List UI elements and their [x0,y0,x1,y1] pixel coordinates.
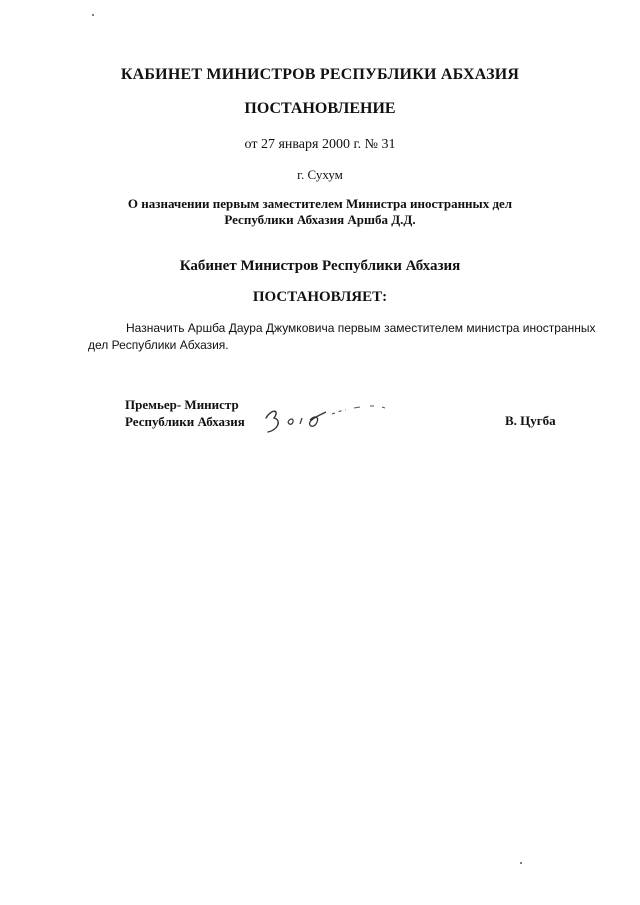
signatory-title-line-1: Премьер- Министр [125,397,239,412]
handwritten-signature [258,398,398,438]
signatory-title [125,396,245,430]
date-number-line: от 27 января 2000 г. № 31 [244,137,396,152]
resolves-line: ПОСТАНОВЛЯЕТ: [252,289,388,305]
signatory-name: В. Цугба [505,413,556,428]
scan-speck [92,14,94,16]
document-heading: КАБИНЕТ МИНИСТРОВ РЕСПУБЛИКИ АБХАЗИЯ [120,66,520,83]
city-line: г. Сухум [297,167,343,182]
issuer-line: Кабинет Министров Республики Абхазия [179,258,461,274]
document-type: ПОСТАНОВЛЕНИЕ [244,100,396,117]
body-paragraph: Назначить Аршба Даура Джумковича первым заместителем министра иностранных дел Республики Абхазия. [88,321,596,352]
subject-line-1: О назначении первым заместителем Министра иностранных дел [127,196,513,211]
subject-block [0,196,640,228]
subject-line-2: Республики Абхазия Аршба Д.Д. [224,212,416,227]
signatory-title-line-2: Республики Абхазия [125,414,245,429]
scan-speck [520,862,522,864]
